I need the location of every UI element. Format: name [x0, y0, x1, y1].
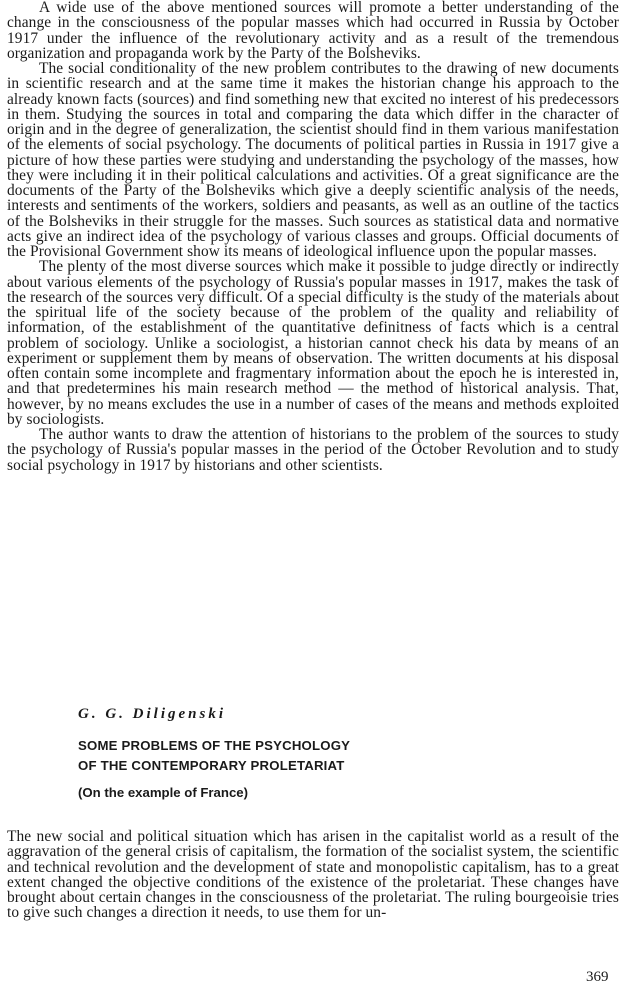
article-author: G. G. Diligenski	[78, 706, 227, 722]
article-subtitle: (On the example of France)	[78, 785, 249, 800]
article-title-line: OF THE CONTEMPORARY PROLETARIAT	[78, 758, 345, 773]
paragraph: A wide use of the above mentioned sources will promote a better understanding of the change in the consciousness of the popular masses which had occurred in Russia by October 1917 under the influence of the revolutionary activity and as a result of the tremendous organization and propaganda work by the Party of the Bolsheviks.	[7, 0, 619, 62]
article-title	[78, 736, 538, 776]
page-number: 369	[586, 969, 609, 985]
paragraph: The plenty of the most diverse sources which make it possible to judge directly or indirectly about various elements of the psychology of Russia's popular masses in 1917, makes the task of the research of the sources very difficult. Of a special difficulty is the study of the materials about the spiritual life of the society because of the problem of the quality and reliability of information, of the establishment of the quantitative definitness of facts which is a central problem of sociology. Unlike a sociologist, a historian cannot check his data by means of an experiment or supplement them by means of observation. The written documents at his disposal often contain some incomplete and fragmentary information about the epoch he is interested in, and that predetermines his main research method — the method of historical analysis. That, however, by no means excludes the use in a number of cases of the means and methods exploited by sociologists.	[7, 258, 619, 428]
paragraph: The social conditionality of the new problem contributes to the drawing of new documents in scientific research and at the same time it makes the historian change his approach to the already known facts (sources) and find something new that excited no interest of his predecessors in them. Studying the sources in total and comparing the data which differ in the character of origin and in the degree of generalization, the scientist should find in them various manifestation of the elements of social psychology. The documents of political parties in Russia in 1917 give a picture of how these parties were studying and understanding the psychology of the masses, how they were including it in their political calculations and activities. Of a great significance are the documents of the Party of the Bolsheviks which give a deeply scientific analysis of the needs, interests and sentiments of the workers, soldiers and peasants, as well as an outline of the tactics of the Bolsheviks in their struggle for the masses. Such sources as statistical data and normative acts give an indirect idea of the psychology of various classes and groups. Official documents of the Provisional Government show its means of ideological influence upon the popular masses.	[7, 60, 619, 260]
article-title-line: SOME PROBLEMS OF THE PSYCHOLOGY	[78, 738, 351, 753]
article-body-text	[7, 829, 619, 921]
paragraph: The new social and political situation which has arisen in the capitalist world as a result of the aggravation of the general crisis of capitalism, the formation of the socialist system, the scientific and technical revolution and the development of state and monopolistic capitalism, has to a great extent changed the objective conditions of the existence of the proletariat. These changes have brought about certain changes in the consciousness of the proletariat. The ruling bourgeoisie tries to give such changes a direction it needs, to use them for un-	[7, 828, 619, 922]
previous-article-text	[7, 0, 619, 473]
paragraph: The author wants to draw the attention of historians to the problem of the sources to study the psychology of Russia's popular masses in the period of the October Revolution and to study social psychology in 1917 by historians and other scientists.	[7, 426, 619, 474]
article-header	[78, 704, 538, 802]
